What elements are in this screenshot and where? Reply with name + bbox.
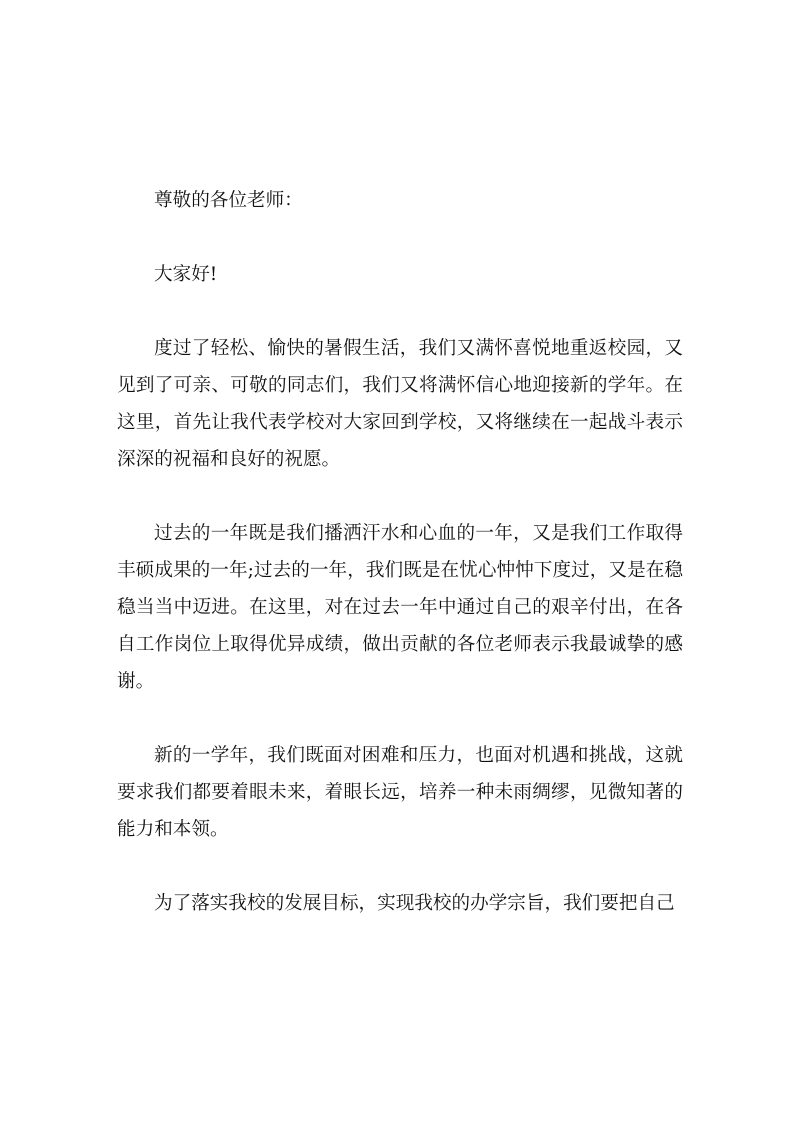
body-paragraph-4: 为了落实我校的发展目标，实现我校的办学宗旨，我们要把自己 xyxy=(154,893,675,914)
paragraph-spacer xyxy=(117,478,683,515)
paragraph-spacer xyxy=(117,293,683,330)
salutation: 尊敬的各位老师： xyxy=(154,190,303,211)
body-paragraph-2: 过去的一年既是我们播洒汗水和心血的一年，又是我们工作取得丰硕成果的一年;过去的一年，我们既是在忧心忡忡下度过，又是在稳稳当当中迈进。在这里，对在过去一年中通过自己的艰辛付出，在各自工作岗位上取得优异成绩，做出贡献的各位老师表示我最诚挚的感谢。 xyxy=(117,523,683,692)
paragraph-spacer xyxy=(117,700,683,737)
body-paragraph-1: 度过了轻松、愉快的暑假生活，我们又满怀喜悦地重返校园，又见到了可亲、可敬的同志们，我们又将满怀信心地迎接新的学年。在这里，首先让我代表学校对大家回到学校，又将继续在一起战斗表示深深的祝福和良好的祝愿。 xyxy=(117,338,683,470)
greeting: 大家好! xyxy=(154,264,218,285)
body-paragraph-3: 新的一学年，我们既面对困难和压力，也面对机遇和挑战，这就要求我们都要着眼未来，着眼长远，培养一种未雨绸缪，见微知著的能力和本领。 xyxy=(117,745,683,840)
letter-body xyxy=(117,182,683,922)
paragraph-spacer xyxy=(117,848,683,885)
paragraph-spacer xyxy=(117,219,683,256)
